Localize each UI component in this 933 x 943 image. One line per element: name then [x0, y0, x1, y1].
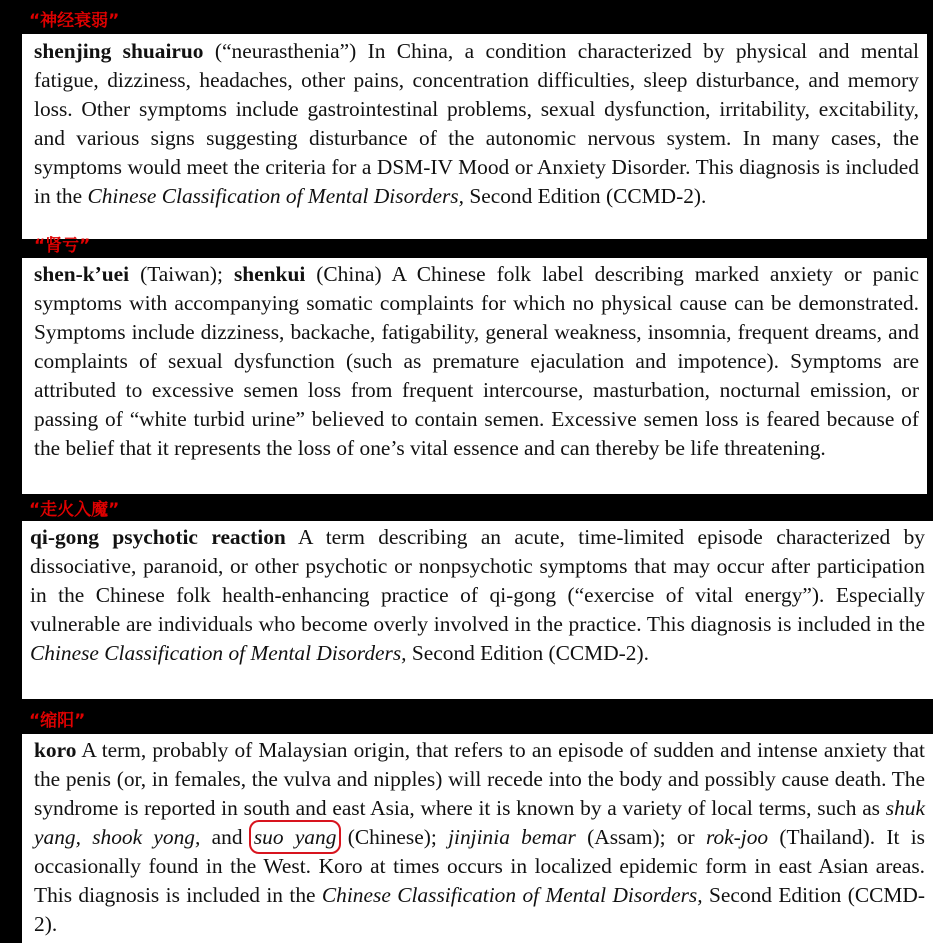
term-shen-kuei: shen-k’uei: [34, 262, 130, 286]
entry-shenjing-shuairuo: [22, 34, 927, 239]
entry-shenkui: [22, 258, 927, 494]
entry-text: qi-gong psychotic reaction A term describing an acute, time-limited episode characterized by dissociative, paranoid, or other psychotic or nonpsychotic symptoms that may occur after participation in the Chinese folk health-enhancing practice of qi-gong (“exercise of vital energy”). Especially vulnerable are individuals who become overly involved in the practice. This diagnosis is included in the Chinese Classification of Mental Disorders, Second Edition (CCMD-2).: [30, 525, 925, 665]
term-shenjing-shuairuo: shenjing shuairuo: [34, 39, 204, 63]
section-header-shenkui: “肾亏”: [34, 236, 91, 256]
section-header-shenjing-shuairuo: “神经衰弱”: [29, 11, 120, 31]
term-qigong-psychotic-reaction: qi-gong psychotic reaction: [30, 525, 286, 549]
entry-text: shen-k’uei (Taiwan); shenkui (China) A Chinese folk label describing marked anxiety or panic symptoms with accompanying somatic complaints for which no physical cause can be demonstrated. Symptoms include dizziness, backache, fatigability, general weakness, insomnia, frequent dreams, and complaints of sexual dysfunction (such as premature ejaculation and impotence). Symptoms are attributed to excessive semen loss from frequent intercourse, masturbation, nocturnal emission, or passing of “white turbid urine” believed to contain semen. Excessive semen loss is feared because of the belief that it represents the loss of one’s vital essence and can thereby be life threatening.: [34, 262, 919, 460]
section-header-qigong: “走火入魔”: [29, 500, 120, 520]
term-shenkui: shenkui: [233, 262, 306, 286]
term-koro: koro: [34, 738, 77, 762]
section-header-koro: “缩阳”: [29, 711, 86, 731]
entry-koro: [22, 734, 933, 943]
entry-text: shenjing shuairuo (“neurasthenia”) In China, a condition characterized by physical and mental fatigue, dizziness, headaches, other pains, concentration difficulties, sleep disturbance, and memory loss. Other symptoms include gastrointestinal problems, sexual dysfunction, irritability, excitability, and various signs suggesting disturbance of the autonomic nervous system. In many cases, the symptoms would meet the criteria for a DSM-IV Mood or Anxiety Disorder. This diagnosis is included in the Chinese Classification of Mental Disorders, Second Edition (CCMD-2).: [34, 39, 919, 208]
entry-text: koro A term, probably of Malaysian origin, that refers to an episode of sudden and intense anxiety that the penis (or, in females, the vulva and nipples) will recede into the body and possibly cause death. The syndrome is reported in south and east Asia, where it is known by a variety of local terms, such as shuk yang, shook yong, and suo yang (Chinese); jinjinia bemar (Assam); or rok-joo (Thailand). It is occasionally found in the West. Koro at times occurs in localized epidemic form in east Asian areas. This diagnosis is included in the Chinese Classification of Mental Disorders, Second Edition (CCMD-2).: [34, 738, 925, 936]
entry-qigong-psychotic-reaction: [22, 521, 933, 699]
highlight-suo-yang: suo yang: [253, 825, 337, 849]
